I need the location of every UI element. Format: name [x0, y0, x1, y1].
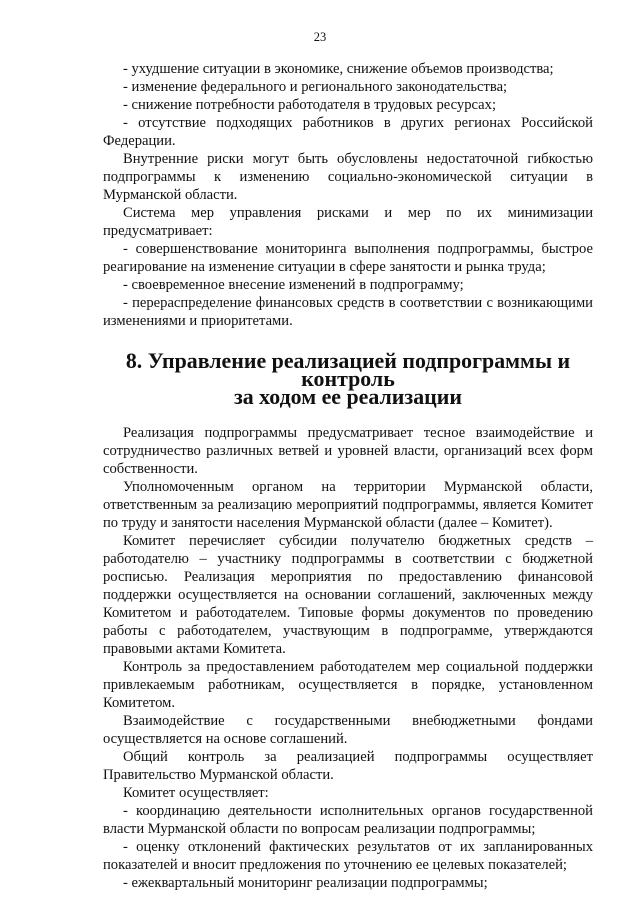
- paragraph-control-support: Контроль за предоставлением работодателем мер социальной поддержки привлекаемым работникам, осуществляется в порядке, установленном Комитетом.: [103, 659, 593, 711]
- internal-risks-paragraph: Внутренние риски могут быть обусловлены недостаточной гибкостью подпрограммы к изменению социально-экономической ситуации в Мурманской области.: [103, 151, 593, 203]
- duty-deviation-assessment: - оценку отклонений фактических результатов от их запланированных показателей и вносит предложения по уточнению ее целевых показателей;: [103, 839, 593, 873]
- page-number: 23: [313, 30, 327, 44]
- measure-monitoring: - совершенствование мониторинга выполнения подпрограммы, быстрое реагирование на изменение ситуации в сфере занятости и рынка труда;: [103, 241, 593, 275]
- risk-item-no-workers: - отсутствие подходящих работников в других регионах Российской Федерации.: [103, 115, 593, 149]
- paragraph-subsidies: Комитет перечисляет субсидии получателю бюджетных средств – работодателю – участнику подпрограммы в соответствии с бюджетной росписью. Реализация мероприятия по предоставлению финансовой поддержки осуществляется на основании соглашений, заключенных между Комитетом и работодателем. Типовые формы документов по проведению работы с работодателем, участвующим в подпрограмме, утверждаются правовыми актами Комитета.: [103, 533, 593, 657]
- risk-item-employer-demand: - снижение потребности работодателя в трудовых ресурсах;: [123, 97, 497, 113]
- paragraph-funds-interaction: Взаимодействие с государственными внебюджетными фондами осуществляется на основе соглашений.: [103, 713, 593, 747]
- duty-coordination: - координацию деятельности исполнительных органов государственной власти Мурманской области по вопросам реализации подпрограммы;: [103, 803, 593, 837]
- paragraph-committee-duties: Комитет осуществляет:: [123, 785, 269, 801]
- measure-redistribution: - перераспределение финансовых средств в соответствии с возникающими изменениями и приоритетами.: [103, 295, 593, 329]
- section-heading-line-1: 8. Управление реализацией подпрограммы и контроль: [125, 348, 571, 391]
- duty-quarterly-monitoring: - ежеквартальный мониторинг реализации подпрограммы;: [123, 875, 488, 891]
- paragraph-cooperation: Реализация подпрограммы предусматривает тесное взаимодействие и сотрудничество различных ветвей и уровней власти, организаций всех форм собственности.: [103, 425, 593, 477]
- page-content: [103, 60, 593, 892]
- risk-measures-intro: Система мер управления рисками и мер по их минимизации предусматривает:: [103, 205, 593, 239]
- section-heading-line-2: за ходом ее реализации: [233, 384, 463, 409]
- risk-item-legislation: - изменение федерального и регионального законодательства;: [123, 79, 508, 95]
- paragraph-authorized-body: Уполномоченным органом на территории Мурманской области, ответственным за реализацию мероприятий подпрограммы, является Комитет по труду и занятости населения Мурманской области (далее – Комитет).: [103, 479, 593, 531]
- paragraph-general-control: Общий контроль за реализацией подпрограммы осуществляет Правительство Мурманской области.: [103, 749, 593, 783]
- risk-item-economy: - ухудшение ситуации в экономике, снижение объемов производства;: [123, 61, 554, 77]
- measure-timely-changes: - своевременное внесение изменений в подпрограмму;: [123, 277, 464, 293]
- section-heading: [103, 348, 593, 409]
